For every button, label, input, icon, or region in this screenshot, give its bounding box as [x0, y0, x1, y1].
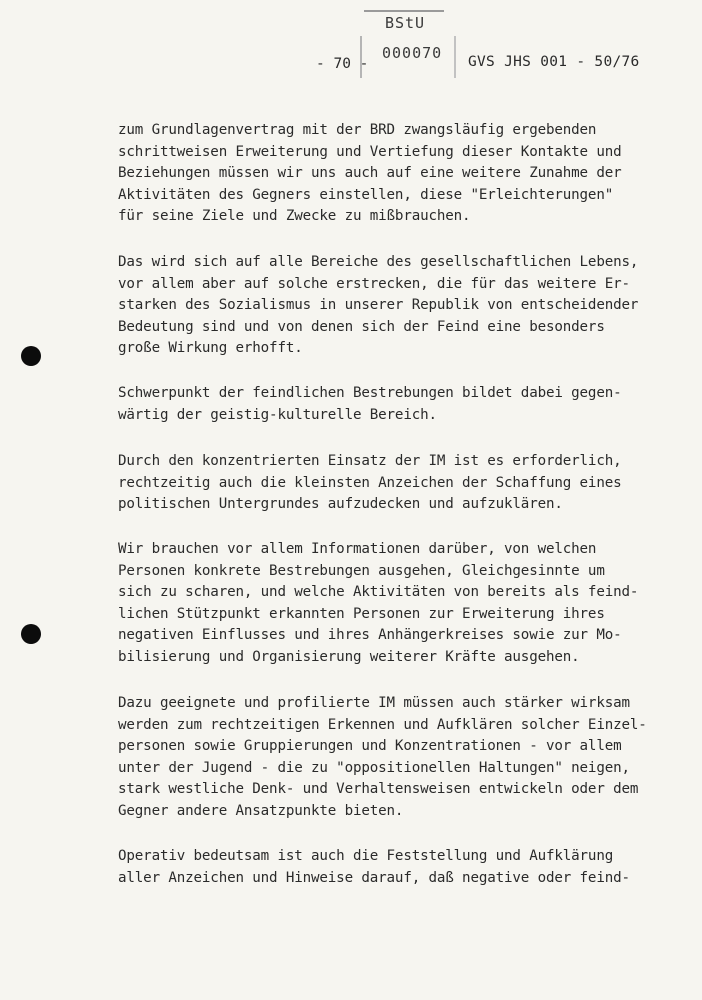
document-code: GVS JHS 001 - 50/76: [468, 54, 640, 70]
page-number: - 70 -: [316, 56, 369, 72]
paragraph-4: Durch den konzentrierten Einsatz der IM ist es erforderlich, rechtzeitig auch die kleinsten Anzeichen der Schaffung eines politischen Untergrundes aufzudecken und aufzuklären.: [118, 453, 622, 513]
paragraph-1: zum Grundlagenvertrag mit der BRD zwangsläufig ergebenden schrittweisen Erweiterung und Vertiefung dieser Kontakte und Beziehungen müssen wir uns auch auf eine weitere Zunahme der Aktivitäten des Gegners einstellen, diese "Erleichterungen" für seine Ziele und Zwecke zu mißbrauchen.: [118, 122, 622, 225]
archive-stamp-text: BStU: [384, 14, 426, 32]
archive-page-number: 000070: [382, 44, 443, 62]
paragraph-5: Wir brauchen vor allem Informationen darüber, von welchen Personen konkrete Bestrebungen ausgehen, Gleichgesinnte um sich zu scharen, und welche Aktivitäten von bereits als feind- lichen Stützpunkt erkannten Personen zur Erweiterung ihres negativen Einflusses und ihres Anhängerkreises sowie zur Mo- bilisierung und Organisierung weiterer Kräfte ausgehen.: [118, 541, 639, 665]
punch-hole-lower: [21, 624, 41, 644]
paragraph-3: Schwerpunkt der feindlichen Bestrebungen bildet dabei gegen- wärtig der geistig-kulturelle Bereich.: [118, 385, 622, 423]
stamp-border-right: [454, 36, 456, 78]
paragraph-7: Operativ bedeutsam ist auch die Feststellung und Aufklärung aller Anzeichen und Hinweise darauf, daß negative oder feind-: [118, 848, 630, 886]
punch-hole-upper: [21, 346, 41, 366]
archive-stamp: [372, 14, 438, 32]
paragraph-2: Das wird sich auf alle Bereiche des gesellschaftlichen Lebens, vor allem aber auf solche erstrecken, die für das weitere Er- starken des Sozialismus in unserer Republik von entscheidender Bedeutung sind und von denen sich der Feind eine besonders große Wirkung erhofft.: [118, 254, 639, 357]
paragraph-6: Dazu geeignete und profilierte IM müssen auch stärker wirksam werden zum rechtzeitigen Erkennen und Aufklären solcher Einzel- personen sowie Gruppierungen und Konzentrationen - vor allem unter der Jugend - die zu "oppositionellen Haltungen" neigen, stark westliche Denk- und Verhaltensweisen entwickeln oder dem Gegner andere Ansatzpunkte bieten.: [118, 695, 647, 819]
stamp-bar: [364, 10, 444, 12]
